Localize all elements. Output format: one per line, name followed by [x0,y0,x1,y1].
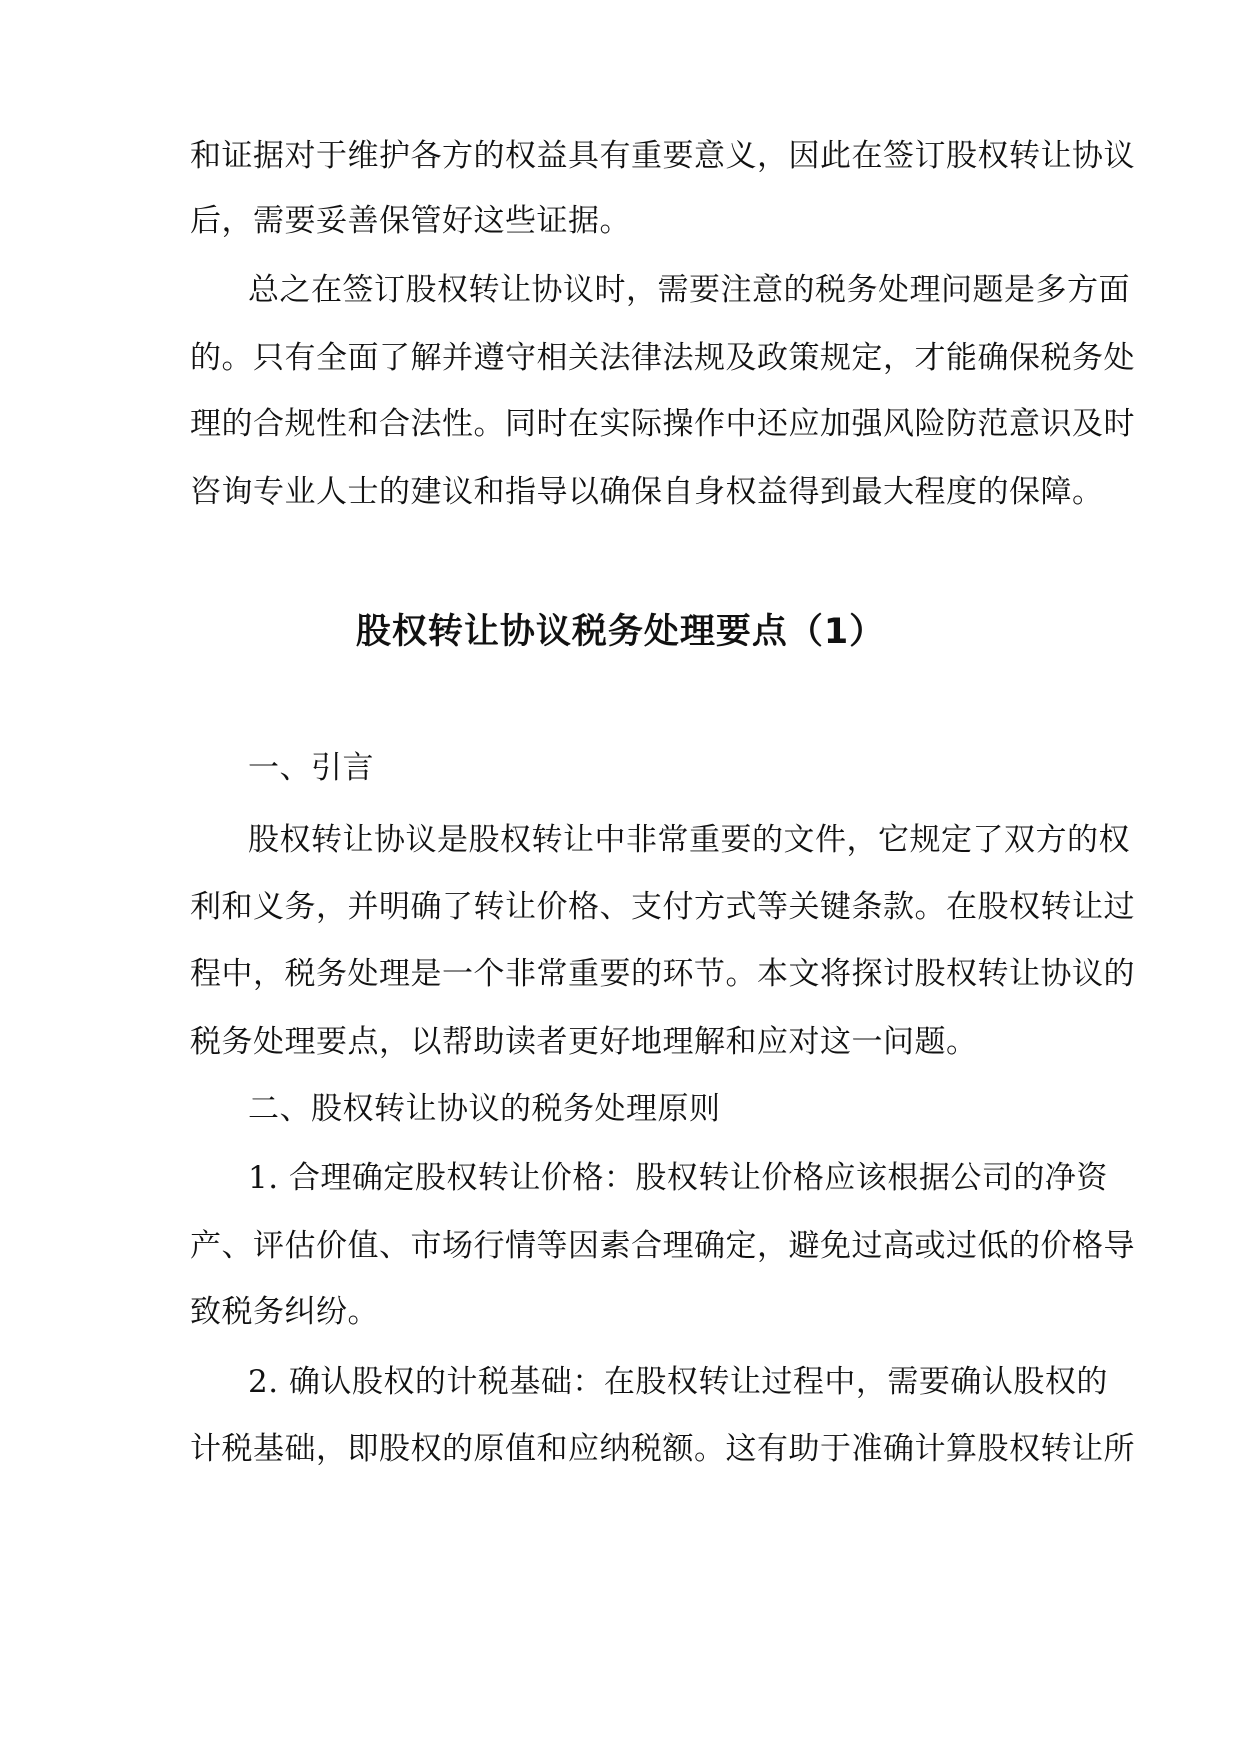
list-item-line: 计税基础，即股权的原值和应纳税额。这有助于准确计算股权转让所 [190,1431,1135,1467]
paragraph-line: 税务处理要点，以帮助读者更好地理解和应对这一问题。 [190,1024,978,1060]
paragraph-line: 和证据对于维护各方的权益具有重要意义，因此在签订股权转让协议 [190,138,1135,174]
list-item-line: 产、评估价值、市场行情等因素合理确定，避免过高或过低的价格导 [190,1228,1135,1264]
paragraph-line: 的。只有全面了解并遵守相关法律法规及政策规定，才能确保税务处 [190,340,1135,376]
list-item-line: 2. 确认股权的计税基础：在股权转让过程中，需要确认股权的 [248,1364,1108,1400]
paragraph-line: 利和义务，并明确了转让价格、支付方式等关键条款。在股权转让过 [190,889,1135,925]
paragraph-line: 理的合规性和合法性。同时在实际操作中还应加强风险防范意识及时 [190,406,1135,442]
section-heading: 股权转让协议税务处理要点（1） [355,612,886,652]
section-title: 二、股权转让协议的税务处理原则 [248,1091,721,1127]
list-item-line: 致税务纠纷。 [190,1294,379,1330]
paragraph-line: 咨询专业人士的建议和指导以确保自身权益得到最大程度的保障。 [190,474,1104,510]
paragraph-line: 程中，税务处理是一个非常重要的环节。本文将探讨股权转让协议的 [190,956,1135,992]
paragraph-line: 总之在签订股权转让协议时，需要注意的税务处理问题是多方面 [248,272,1130,308]
paragraph-line: 后，需要妥善保管好这些证据。 [190,203,631,239]
list-item-line: 1. 合理确定股权转让价格：股权转让价格应该根据公司的净资 [248,1160,1108,1196]
section-title: 一、引言 [248,750,374,786]
paragraph-line: 股权转让协议是股权转让中非常重要的文件，它规定了双方的权 [248,822,1130,858]
